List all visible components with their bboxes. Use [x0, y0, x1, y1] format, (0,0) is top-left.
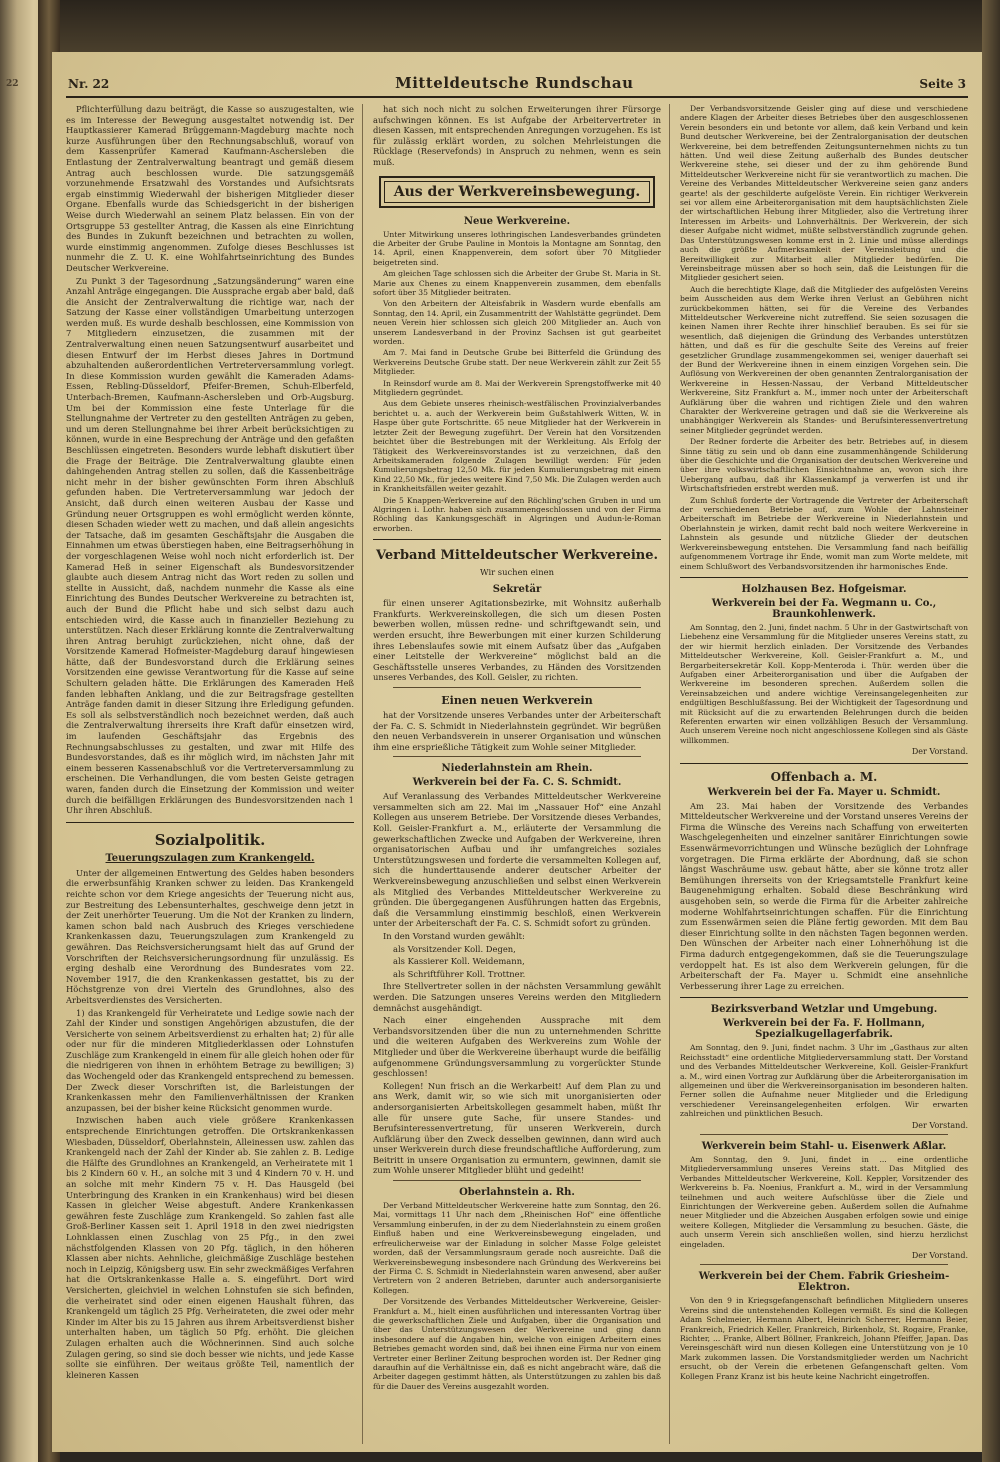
board-member: als Kassierer Koll. Weidemann, — [393, 956, 525, 967]
column-1 — [66, 104, 363, 1444]
location-title: Offenbach a. M. — [770, 769, 878, 784]
divider — [66, 822, 354, 823]
edge-fragment: 22 — [6, 79, 19, 89]
article-paragraph: hat der Vorsitzende unseres Verbandes unter der Arbeiterschaft der Fa. C. S. Schmidt in Niederlahnstein gegründet. Wir begrüßen den neuen Verbandsverein in unserer Organisation und wünschen ihm eine ersprießliche Tätigkeit zum Wohle seiner Mitglieder. — [373, 709, 661, 752]
article-paragraph: Unter der allgemeinen Entwertung des Geldes haben besonders die erwerbsunfähig Kranken schwer zu leiden. Das Krankengeld reichte schon vor dem Kriege angesichts der Teuerung nicht aus, zur Bestreitung des Lebensunterhaltes, geschweige denn jetzt in der Zeit unerhörter Teuerung. Um die Not der Kranken zu lindern, kamen schon bald nach Ausbruch des Krieges verschiedene Krankenkassen dazu, Teuerungszulagen zum Krankengeld zu gewähren. Das Reichsversicherungsamt hielt das auf Grund der Vorschriften der Reichsversicherungsordnung für unzulässig. Es erging deshalb eine Verordnung des Bundesrates vom 22. November 1917, die den Krankenkassen gestattet, bis zu der Höchstgrenze von drei Vierteln des Grundlohnes, also des Arbeitsverdienstes des Versicherten. — [66, 867, 354, 1005]
page-number: Seite 3 — [919, 77, 966, 91]
divider — [680, 577, 968, 578]
right-border — [982, 0, 1000, 1462]
masthead — [66, 70, 968, 98]
article-paragraph: Kollegen! Nun frisch an die Werkarbeit! Auf dem Plan zu und ans Werk, damit wir, so wie sich mit unorganisierten oder andersorganisierten Arbeitskollegen gesammelt haben, müßt Ihr alle für unsere gute Sache, für unsere Standes- und Berufsinteressenvertretung, für unseren Werkverein, durch Aufklärung über den Zweck desselben gewinnen, dann wird auch unser Werkverein durch diese freundschaftliche Aufforderung, zum Beitritt in unsere Organisation zu ermuntern, gewinnen, damit sie zum Wohle unserer Mitglieder blüht und gedeiht! — [373, 1080, 661, 1176]
location-subtitle: Werkverein bei der Fa. Wegmann u. Co., Braunkohlenwerk. — [711, 597, 937, 620]
article-paragraph: Am 7. Mai fand in Deutsche Grube bei Bitterfeld die Gründung des Werkvereins Deutsche Grube statt. Der neue Werkverein zählt zur Zeit 55 Mitglieder. — [373, 348, 661, 377]
article-paragraph: Der Verbandsvorsitzende Geisler ging auf diese und verschiedene andere Klagen der Arbeiter dieses Betriebes über den ausgeschlossenen Verein besonders ein und betonte vor allem, daß kein Verband und kein Bund deutscher Werkvereine, bei der Zentralorganisation der deutschen Werkvereine, bei dem betreffenden Zeitungsunternehmen nichts zu tun hätten. Und weil diese Zeitung außerhalb des Bundes deutscher Werkvereine stehe, sei dieser und der zu ihm gehörende Bund Mitteldeutscher Werkvereine nicht für sie verantwortlich zu machen. Die Vereine des Verbandes Mitteldeutscher Werkvereine seien ganz anders gearte! als der geschilderte aufgelöste Verein. Ein richtiger Werkverein sei vor allem eine Arbeiterorganisation mit dem hauptsächlichsten Ziele der wirtschaftlichen Hebung ihrer Mitglieder, also die Vertretung ihrer Interessen im Arbeits- und Lohnverhältnis. Der Werkverein, der sich dieser Aufgabe nicht widmet, müßte selbstverständlich zugrunde gehen. Das Unterstützungswesen komme erst in 2. Linie und müsse allerdings auch die größte Aufmerksamkeit der Vereinsleitung und die Bereitwilligkeit zur Mitarbeit aller Mitglieder bedürfen. Die Vereinsbeitrage müssen aber so hoch sein, daß die Leistungen für die Mitglieder gesichert seien. — [680, 104, 968, 283]
article-paragraph: Inzwischen haben auch viele größere Krankenkassen entsprechende Einrichtungen getroffen. Die Ortskrankenkassen Wiesbaden, Düsseldorf, Oberlahnstein, Alleinessen usw. zahlen das Krankengeld nach der Zahl der Kinder ab. Sie zahlen z. B. Ledige die Hälfte des Grundlohnes an Krankengeld, an Verheiratete mit 1 bis 2 Kindern 60 v. H., an solche mit 3 und 4 Kindern 70 v. H. und an solche mit mehr Kindern 75 v. H. Das Hausgeld (bei Unterbringung des Kranken in ein Krankenhaus) wird bei diesen Kassen in gleicher Weise abgestuft. Andere Krankenkassen gewähren feste Zuschläge zum Krankengeld. So zahlen fast alle Groß-Berliner Kassen seit 1. April 1918 in den zwei niedrigsten Lohnklassen einen Zuschlag von 25 Pfg., in den zwei nächstfolgenden Klassen von 20 Pfg. täglich, in den höheren Klassen aber nichts. Aehnliche, gleichmäßige Zuschläge bestehen noch in Leipzig, Königsberg usw. Ein sehr zweckmäßiges Verfahren hat die Ortskrankenkasse Halle a. S. eingeführt. Dort wird Versicherten, gleichviel in welchen Lohnstufen sie sich befinden, die verheiratet sind oder einen eigenen Haushalt führen, das Krankengeld um täglich 25 Pfg. Verheirateten, die zwei oder mehr Kinder im Alter bis zu 15 Jahren aus ihrem Arbeitsverdienst bisher unterhalten haben, um täglich 50 Pfg. erhöht. Die gleichen Zulagen erhalten auch die Wöchnerinnen. Sind auch solche Zulagen gering, so sind sie doch besser wie nichts, und jede Kasse sollte sie einführen. Der weitaus größte Teil, namentlich der kleineren Kassen — [66, 1115, 354, 1380]
subsection-title: Neue Werkvereine. — [463, 215, 571, 227]
board-member: als Vorsitzender Koll. Degen, — [393, 943, 516, 954]
divider — [700, 1264, 948, 1265]
article-paragraph: Der Vorsitzende des Verbandes Mitteldeutscher Werkvereine, Geisler-Frankfurt a. M., hielt einen ausführlichen und interessanten Vortrag über die gewerkschaftlichen Ziele und Aufgaben, über die Organisation und über das Unterstützungswesen der Werkvereine und ging dann insbesondere auf die Angaben hin, welche von einigen Arbeitern eines Betriebes gemacht worden sind, daß bei ihnen eine Firma nur von einem Vertreter einer Berliner Zeitung besprochen worden ist. Der Redner ging daraufhin auf die Verhältnisse ein, daß es nicht angebracht wäre, daß die Arbeiter dagegen gestimmt hätten, als Unterstützungen zu zahlen bis daß für die Dauer des Vereins ausgezahlt worden. — [373, 1297, 661, 1391]
article-paragraph: Von den 9 in Kriegsgefangenschaft befindlichen Mitgliedern unseres Vereins sind die untenstehenden Kollegen vermißt. Es sind die Kollegen Adam Schelmeier, Hermann Albert, Heinrich Scherrer, Hermann Beier, Frankreich, Friedrich Keller, Frankreich, Birkenholz, St. Rogaire, Franke, Richter, ... Franke, Albert Böllner, Frankreich, Johann Pfeiffer, Japan. Das Vereinsgeschäft wird nun diesen Kollegen eine Unterstützung von je 10 Mark zukommen lassen. Die Vorstandsmitglieder werden um Nachricht ersucht, ob der Verein die erbetenen Gefangenschaft gelten. Vom Kollegen Franz Kranz ist bis heute keine Nachricht eingetroffen. — [680, 1296, 968, 1381]
article-paragraph: Ihre Stellvertreter sollen in der nächsten Versammlung gewählt werden. Die Satzungen unseres Vereins werden den Mitgliedern demnächst ausgehändigt. — [373, 981, 661, 1013]
article-paragraph: Der Verband Mitteldeutscher Werkvereine hatte zum Sonntag, den 26. Mai, vormittags 11 Uhr nach dem „Rheinischen Hof“ eine öffentliche Versammlung einberufen, in der zu dem Niederlahnstein zu einem großen Einfluß haben und eine Werkvereinsbewegung eingeladen, und erfreulicherweise war der Einladung in solcher Masse Folge geleistet worden, daß der Versammlungsraum gerade noch ausreichte. Daß die Werkvereinsbewegung insbesondere nach Gründung des Werkvereins bei der Firma C. S. Schmidt in Niederlahnstein waren anwesend, aber außer Vertretern von 2 anderen Betrieben, darunter auch andersorganisierte Kollegen. — [373, 1201, 661, 1295]
article-paragraph: Am 23. Mai haben der Vorsitzende des Verbandes Mitteldeutscher Werkvereine und der Vorstand unseres Vereins der Firma die Wünsche des Vereins nach Schaffung von erweiterten Waschgelegenheiten und einzelner sanitärer Einrichtungen sowie Essenwärmevorrichtungen und Wünsche bezüglich der Lohnfrage vorgetragen. Die Firma erklärte der Abordnung, daß sie schon längst Waschräume usw. gebaut hätte, aber sie könne trotz aller Bemühungen ihrerseits von der Kriegsamtstelle Frankfurt keine Baugenehmigung erhalten. Sobald diese Beschränkung wird ausgehoben sein, so werde die Firma für die Arbeiter zahlreiche moderne Wohlfahrtseinrichtungen schaffen. Für die Einrichtung zum Essenwärmen seien die Pläne fertig geworden. Mit dem Bau dieser Einrichtung sollte in den nächsten Tagen begonnen werden. Den Wünschen der Arbeiter nach einer Lohnerhöhung ist die Firma dadurch entgegengekommen, daß sie die Teuerungszulage verdoppelt hat. Es ist also dem Werkverein gelungen, für die Arbeiterschaft der Fa. Mayer u. Schmidt eine ansehnliche Verbesserung ihrer Lage zu erreichen. — [680, 800, 968, 991]
location-title: Bezirksverband Wetzlar und Umgebung. — [710, 1004, 938, 1016]
announcement-line: Wir suchen einen — [480, 567, 554, 578]
article-paragraph: Am Sonntag, den 2. Juni, findet nachm. 5 Uhr in der Gastwirtschaft von Liebehenz eine Versammlung für die Mitglieder unseres Vereins statt, zu der wir hiermit herzlich einladen. Der Vorsitzende des Verbandes Mitteldeutscher Werkvereine, Koll. Geisler-Frankfurt a. M., und Bergarbeitersekretär Koll. Kopp-Menteroda i. Thür. werden über die Aufgaben einer Arbeiterorganisation und über die Aufgaben der Werkvereine im besonderen sprechen. Außerdem sollen die Vereinsabzeichen und andere wichtige Vereinsangelegenheiten zur endgültigen Beschlußfassung. Bei der Wichtigkeit der Tagesordnung und mit Rücksicht auf die zu erwartenden Belehrungen durch die beiden Referenten erwarten wir einen vollzähligen Besuch der Versammlung. Auch unserem Vereine noch nicht angeschlossene Kollegen sind als Gäste willkommen. — [680, 622, 968, 745]
section-title: Sozialpolitik. — [154, 830, 266, 849]
article-paragraph: 1) das Krankengeld für Verheiratete und Ledige sowie nach der Zahl der Kinder und sonstigen Angehörigen abzustufen, die der Versicherte von seinem Arbeitsverdienst zu erhalten hat; 2) für alle oder nur für die minderen Mitgliederklassen oder Lohnstufen Zuschläge zum Krankengeld in einem für alle gleich hohen oder für die niedrigeren von ihnen in erhöhtem Betrage zu bewilligen; 3) das Wochengeld oder das Krankengeld entsprechend zu bemessen. Der Zweck dieser Vorschriften ist, die Barleistungen der Krankenkassen mehr den Familienverhältnissen der Kranken anzupassen, bei der bisher keine Rücksicht genommen wurde. — [66, 1007, 354, 1113]
columns — [66, 104, 968, 1444]
article-paragraph: Am gleichen Tage schlossen sich die Arbeiter der Grube St. Maria in St. Marie aux Chenes zu einem Knappenverein zusammen, dem ebenfalls sofort über 35 Mitglieder beitraten. — [373, 269, 661, 297]
article-paragraph: Auf Veranlassung des Verbandes Mitteldeutscher Werkvereine versammelten sich am 22. Mai im „Nassauer Hof“ eine Anzahl Kollegen aus unserem Betriebe. Der Vorsitzende dieses Verbandes, Koll. Geisler-Frankfurt a. M., erläuterte der Versammlung die gewerkschaftlichen Zwecke und Aufgaben der Werkvereine, ihren organisatorischen Aufbau und ihr umfangreiches soziales Unterstützungswesen und forderte die versammelten Kollegen auf, sich die hunderttausende anderer deutscher Arbeiter der Werkvereinsbewegung anzuschließen und selbst einen Werkverein als Mitglied des Verbandes Mitteldeutscher Werkvereine zu gründen. Die übergegangenen Ausführungen hatten das Ergebnis, daß die Versammlung einstimmig beschloß, einen Werkverein unter der Arbeiterschaft der Fa. C. S. Schmidt sofort zu gründen. — [373, 791, 661, 929]
newspaper-title: Mitteldeutsche Rundschau — [395, 74, 634, 92]
signature: Der Vorstand. — [911, 747, 968, 757]
divider — [393, 1180, 641, 1181]
article-paragraph: Am Sonntag, den 9. Juni, findet in ... eine ordentliche Mitgliederversammlung unseres Vereins statt. Das Mitglied des Verbandes Mitteldeutscher Werkvereine, Koll. Keppler, Vorsitzender des Werkvereins b. Fa. Noenius, Frankfurt a. M., wird in der Versammlung teilnehmen und auch weitere Aufschlüsse über die Ziele und Einrichtungen der Werkvereine geben. Außerdem sollen die Aufnahme neuer Mitglieder und die Abzeichen Ausgaben erfolgen sowie und einige weitere Kollegen, Mitglieder die Versammlung zu besuchen. Gäste, die auch unserm Verein sich anschließen wollen, sind hierzu herzlichst eingeladen. — [680, 1154, 968, 1249]
location-title: Niederlahnstein am Rhein. — [441, 763, 593, 775]
location-title: Werkverein beim Stahl- u. Eisenwerk Aßlar. — [701, 1140, 947, 1152]
location-subtitle: Werkverein bei der Fa. C. S. Schmidt. — [412, 777, 622, 789]
location-subtitle: Werkverein bei der Fa. F. Hollmann, Spezialkugellagerfabrik. — [723, 1018, 925, 1041]
article-paragraph: für einen unserer Agitationsbezirke, mit Wohnsitz außerhalb Frankfurts. Werkvereinskollegen, die sich um diesen Posten bewerben wollen, müssen redne- und schriftgewandt sein, und werden ersucht, ihre Bewerbungen mit einer kurzen Schilderung ihres Lebenslaufes sowie mit einem Aufsatz über das „Aufgaben einer Leitstelle der Werkvereine“ möglichst bald an die Geschäftsstelle unseres Verbandes, zu Händen des Vorsitzenden unseres Verbandes, des Koll. Geisler, zu richten. — [373, 598, 661, 683]
divider — [680, 763, 968, 764]
divider — [393, 687, 641, 688]
location-title: Oberlahnstein a. Rh. — [459, 1187, 575, 1199]
article-paragraph: Nach einer eingehenden Aussprache mit dem Verbandsvorsitzenden über die nun zu unternehmenden Schritte und die weiteren Aufgaben des Werkvereins zum Wohle der Mitglieder und über die Werkvereine überhaupt wurde die beifällig aufgenommene Gründungsversammlung zu vorgerückter Stunde geschlossen! — [373, 1015, 661, 1079]
announcement-position: Sekretär — [492, 584, 542, 596]
board-member: als Schriftführer Koll. Trottner. — [393, 968, 526, 979]
issue-number: Nr. 22 — [68, 77, 110, 91]
divider — [373, 539, 661, 540]
section-subtitle: Teuerungszulagen zum Krankengeld. — [105, 852, 315, 864]
article-paragraph: Unter Mitwirkung unseres lothringischen Landesverbandes gründeten die Arbeiter der Grube Pauline in Montois la Montagne am Sonntag, den 14. April, einen Knappenverein, dem sofort über 70 Mitglieder beigetreten sind. — [373, 229, 661, 267]
article-paragraph: Zum Schluß forderte der Vortragende die Vertreter der Arbeiterschaft der verschiedenen Betriebe auf, zum Wohle der Lahnsteiner Arbeiterschaft im Betriebe der Werkvereine in Niederlahnstein und Oberlahnstein je wirken, damit recht bald noch weitere Werkvereine in Lahnstein als gesunde und nützliche Glieder der deutschen Werkvereinsbewegung entstehen. Die Versammlung fand nach beifällig aufgenommenem Vortrage ihr Ende, womit man zum Worte meldete, mit einem Schlußwort des Verbandsvorsitzenden ihr harmonisches Ende. — [680, 495, 968, 571]
article-paragraph: Aus dem Gebiete unseres rheinisch-westfälischen Provinzialverbandes berichtet u. a. auch der Werkverein beim Gußstahlwerk Witten, W. in Haspe über gute Fortschritte. 65 neue Mitglieder hat der Werkverein in letzter Zeit der Bewegung zugeführt. Der Verein hat den Vorsitzenden beichtet über die Bestrebungen mit der Werkleitung. Als Erfolg der Tätigkeit des Werkvereinsvorstandes ist zu verzeichnen, daß den Arbeitskameraden folgende Zulagen bewilligt werden: Für jeden Kumulierungsbetrag 12,50 Mk. für jeden Kumulierungsbetrag mit einem Kind 22,50 Mk., für jedes weitere Kind 7,50 Mk. Die Zulagen werden auch in Krankheitsfällen weiter gezahlt. — [373, 399, 661, 494]
article-paragraph: Von den Arbeitern der Alteisfabrik in Wasdern wurde ebenfalls am Sonntag, den 14. April, ein Zusammentritt der Wahlstätte gegründet. Dem neuen Verein hier schlossen sich gleich 200 Mitglieder an. Auch von unserem Landesverband in der Provinz Sachsen ist gut gearbeitet worden. — [373, 299, 661, 347]
newspaper-page — [52, 52, 982, 1452]
column-3 — [680, 104, 968, 1444]
article-paragraph: Pflichterfüllung dazu beiträgt, die Kasse so auszugestalten, wie es im Interesse der Bewegung ausgestaltet notwendig ist. Der Hauptkassierer Kamerad Brüggemann-Magdeburg machte noch kurze Ausführungen über den Rechnungsabschluß, worauf von dem Kassenprüfer Kamerad Kaufmann-Aschersleben die Entlastung der Zentralverwaltung beantragt und gemäß diesem Antrag auch beschlossen wurde. Die satzungsgemäß vorzunehmende Ersatzwahl des Vorstandes und Aufsichtsrats ergab einstimmig Wiederwahl der bisherigen Mitglieder dieser Organe. Ebenfalls wurde das Schiedsgericht in der bisherigen Weise durch Wiederwahl an seinem Platz belassen. Ein von der Ortsgruppe 53 gestellter Antrag, die Kassen als eine Einrichtung des Bundes in Zukunft bezeichnen und betrachten zu wollen, wurde einstimmig angenommen. Zufolge dieses Beschlusses ist nunmehr die Z. U. K. eine Wohlfahrtseinrichtung des Bundes Deutscher Werkvereine. — [66, 104, 354, 273]
article-paragraph: Der Redner forderte die Arbeiter des betr. Betriebes auf, in diesem Sinne tätig zu sein und ob dann eine zusammenhängende Schilderung über die Geschichte und die Organisation der deutschen Werkvereine und über ihre volkswirtschaftlichen Einsichtnahme an, wovon sich ihre Uebergang aufbau, daß ihr Klassenkampf ja verwerfen ist und ihr Wirtschaftsfrieden erstrebt werden muß. — [680, 437, 968, 494]
article-paragraph: Zu Punkt 3 der Tagesordnung „Satzungsänderung“ waren eine Anzahl Anträge eingegangen. Die Aussprache ergab aber bald, daß die Ansicht der Zentralverwaltung die richtige war, nach der Satzung der Kasse einer vollständigen Umarbeitung unterzogen werden muß. Es wurde deshalb beschlossen, eine Kommission von 7 Mitgliedern einzusetzen, die zusammen mit der Zentralverwaltung einen neuen Satzungsentwurf ausarbeitet und diesen Entwurf der im Herbst dieses Jahres in Dortmund abzuhaltenden außerordentlichen Vertreterversammlung vorlegt. In diese Kommission wurden gewählt die Kameraden Adams-Essen, Rebling-Düsseldorf, Pfeifer-Bremen, Schuh-Elberfeld, Unterbach-Bremen, Kaufmann-Aschersleben und Orb-Augsburg. Um bei der Kommission eine feste Unterlage für die Stellungnahme der Vertreter zu den gestellten Anträgen zu geben, und um deren Stellungnahme bei ihrer Arbeit berücksichtigen zu können, wurde in eine Besprechung der Anträge und den gefaßten Beschlüssen eingetreten. Besonders wurde lebhaft diskutiert über die Frage der Beiträge. Die Zentralverwaltung glaubte einen dahingehenden Antrag stellen zu sollen, daß die Kassenbeiträge nicht mehr in der bisher gewünschten Form ihren Abschluß gefunden haben. Die Vertreterversammlung war jedoch der Ansicht, daß durch einen weiteren Ausbau der Kasse und Gründung neuer Ortsgruppen es wohl ermöglicht werden könnte, diesen Schaden wieder wett zu machen, und daß allein angesichts der Tatsache, daß im gesamten Geschäftsjahr die Ausgaben die Einnahmen um etwas überstiegen haben, eine Beitragserhöhung in der vorgeschlagenen Weise wohl noch nicht erforderlich ist. Der Kamerad Heß in seiner Eigenschaft als Bundesvorsitzender glaubte auch diesem Antrag nicht das Wort reden zu sollen und stellte in Aussicht, daß, nachdem nunmehr die Kasse als eine Einrichtung des Bundes Deutscher Werkvereine zu betrachten ist, auch der Bund die Pflicht habe und sich selbst dazu auch entschieden wird, die Kasse auch in finanzieller Beziehung zu unterstützen. Nach dieser Erklärung konnte die Zentralverwaltung ihren Antrag beruhigt zurückziehen, nicht ohne, daß der Vorsitzende Kamerad Hofmeister-Magdeburg darauf hingewiesen hätte, daß der Bundesvorstand durch die Erklärung seines Vorsitzenden eine gewisse Verantwortung für die Kasse auf seine Schultern geladen hätte. Die Erklärungen des Kameraden Heß fanden lebhaften Anklang, und die zur Beitragsfrage gestellten Anträge fanden damit in dieser Sitzung ihre Erledigung gefunden. Es soll als selbstverständlich noch bezeichnet werden, daß auch die Zentralverwaltung ihrerseits ihre Kraft dafür einsetzen wird, im laufenden Geschäftsjahr das Ergebnis des Rechnungsabschlusses zu gestalten, und zwar mit Hilfe des Bundesvorstandes, daß es ihr möglich wird, im nächsten Jahr mit einem besseren Kassenabschluß vor die Vertreterversammlung zu erscheinen. Die Verhandlungen, die vom besten Geiste getragen waren, fanden durch die Einsetzung der Kommission und weiter durch die beifälligen Erklärungen des Bundesvorsitzenden nach 1 Uhr ihren Abschluß. — [66, 275, 354, 816]
article-paragraph: In den Vorstand wurden gewählt: — [383, 931, 525, 941]
signature: Der Vorstand. — [911, 1120, 968, 1130]
subsection-title: Einen neuen Werkverein — [441, 693, 593, 707]
article-paragraph: Am Sonntag, den 9. Juni, findet nachm. 3 Uhr im „Gasthaus zur alten Reichsstadt“ eine ordentliche Mitgliederversammlung statt. Der Vorstand und des Verbandes Mitteldeutscher Werkvereine, Koll. Geisler-Frankfurt a. M., wird einen Vortrag zur Aufklärung über die Arbeiterorganisation im allgemeinen und über die Werkvereinsorganisation im besonderen halten. Ferner sollen die Aufnahme neuer Mitglieder und die Erledigung verschiedener Vereinsangelegenheiten erfolgen. Wir erwarten zahlreichen und pünktlichen Besuch. — [680, 1043, 968, 1119]
location-title: Holzhausen Bez. Hofgeismar. — [741, 583, 907, 595]
section-box-title: Aus der Werkvereinsbewegung. — [379, 176, 655, 208]
divider — [700, 1134, 948, 1135]
article-paragraph: Die 5 Knappen-Werkvereine auf den Röchling'schen Gruben in und um Algringen i. Lothr. haben sich zusammengeschlossen und von der Firma Röchling das Kankungsgeschäft in Algringen und Audun-le-Roman erworben. — [373, 495, 661, 533]
location-title: Werkverein bei der Chem. Fabrik Griesheim-Elektron. — [698, 1271, 950, 1294]
announcement-title: Verband Mitteldeutscher Werkvereine. — [375, 548, 659, 564]
article-paragraph: Auch die berechtigte Klage, daß die Mitglieder des aufgelösten Vereins beim Ausscheiden aus dem Werke ihren Verlust an Gebühren nicht zurückbekommen hätten, sei für die Vereine des Verbandes Mitteldeutscher Werkvereine nicht zutreffend. Sie seien sozusagen die keinen Namen ihrer Rechte ihrer hinschlief berauben. Es sei für sie wesentlich, daß diejenigen die Gründung des Verbandes unterstützen hätten, und daß es für die geschulte Seite des Vereins auf freier gesetzlicher Grundlage zusammengekommen sei, weniger dauerhaft sei der Bund der Werkvereine ihnen in einem einzigen Vorgehen sein. Die Auflösung von Werkvereinen der oben genannten Zentralorganisation der Werkvereine in Hessen-Nassau, der Verband Mitteldeutscher Werkvereine, Sitz Frankfurt a. M., immer noch unter der Arbeiterschaft Aufklärung über die wahren und richtigen Ziele und den wahren Charakter der Werkvereine getragen und daß sie die Werkvereine als unabhängiger Werkverein als Standes- und Berufsinteressenvertretung seiner Mitglieder gegründet werden. — [680, 284, 968, 435]
divider — [680, 997, 968, 998]
divider — [393, 756, 641, 757]
location-subtitle: Werkverein bei der Fa. Mayer u. Schmidt. — [707, 786, 941, 798]
top-border — [52, 0, 1000, 52]
article-paragraph: In Reinsdorf wurde am 8. Mai der Werkverein Sprengstoffwerke mit 40 Mitgliedern gegründet. — [373, 378, 661, 398]
article-paragraph: hat sich noch nicht zu solchen Erweiterungen ihrer Fürsorge aufschwingen können. Es ist Aufgabe der Arbeitervertreter in diesen Kassen, mit entsprechenden Anregungen vorzugehen. Es ist für zulässig erklärt worden, zu solchen Mehrleistungen die Rücklage (Reservefonds) in Anspruch zu nehmen, wenn es sein muß. — [373, 104, 661, 167]
column-2 — [373, 104, 670, 1444]
signature: Der Vorstand. — [911, 1251, 968, 1260]
